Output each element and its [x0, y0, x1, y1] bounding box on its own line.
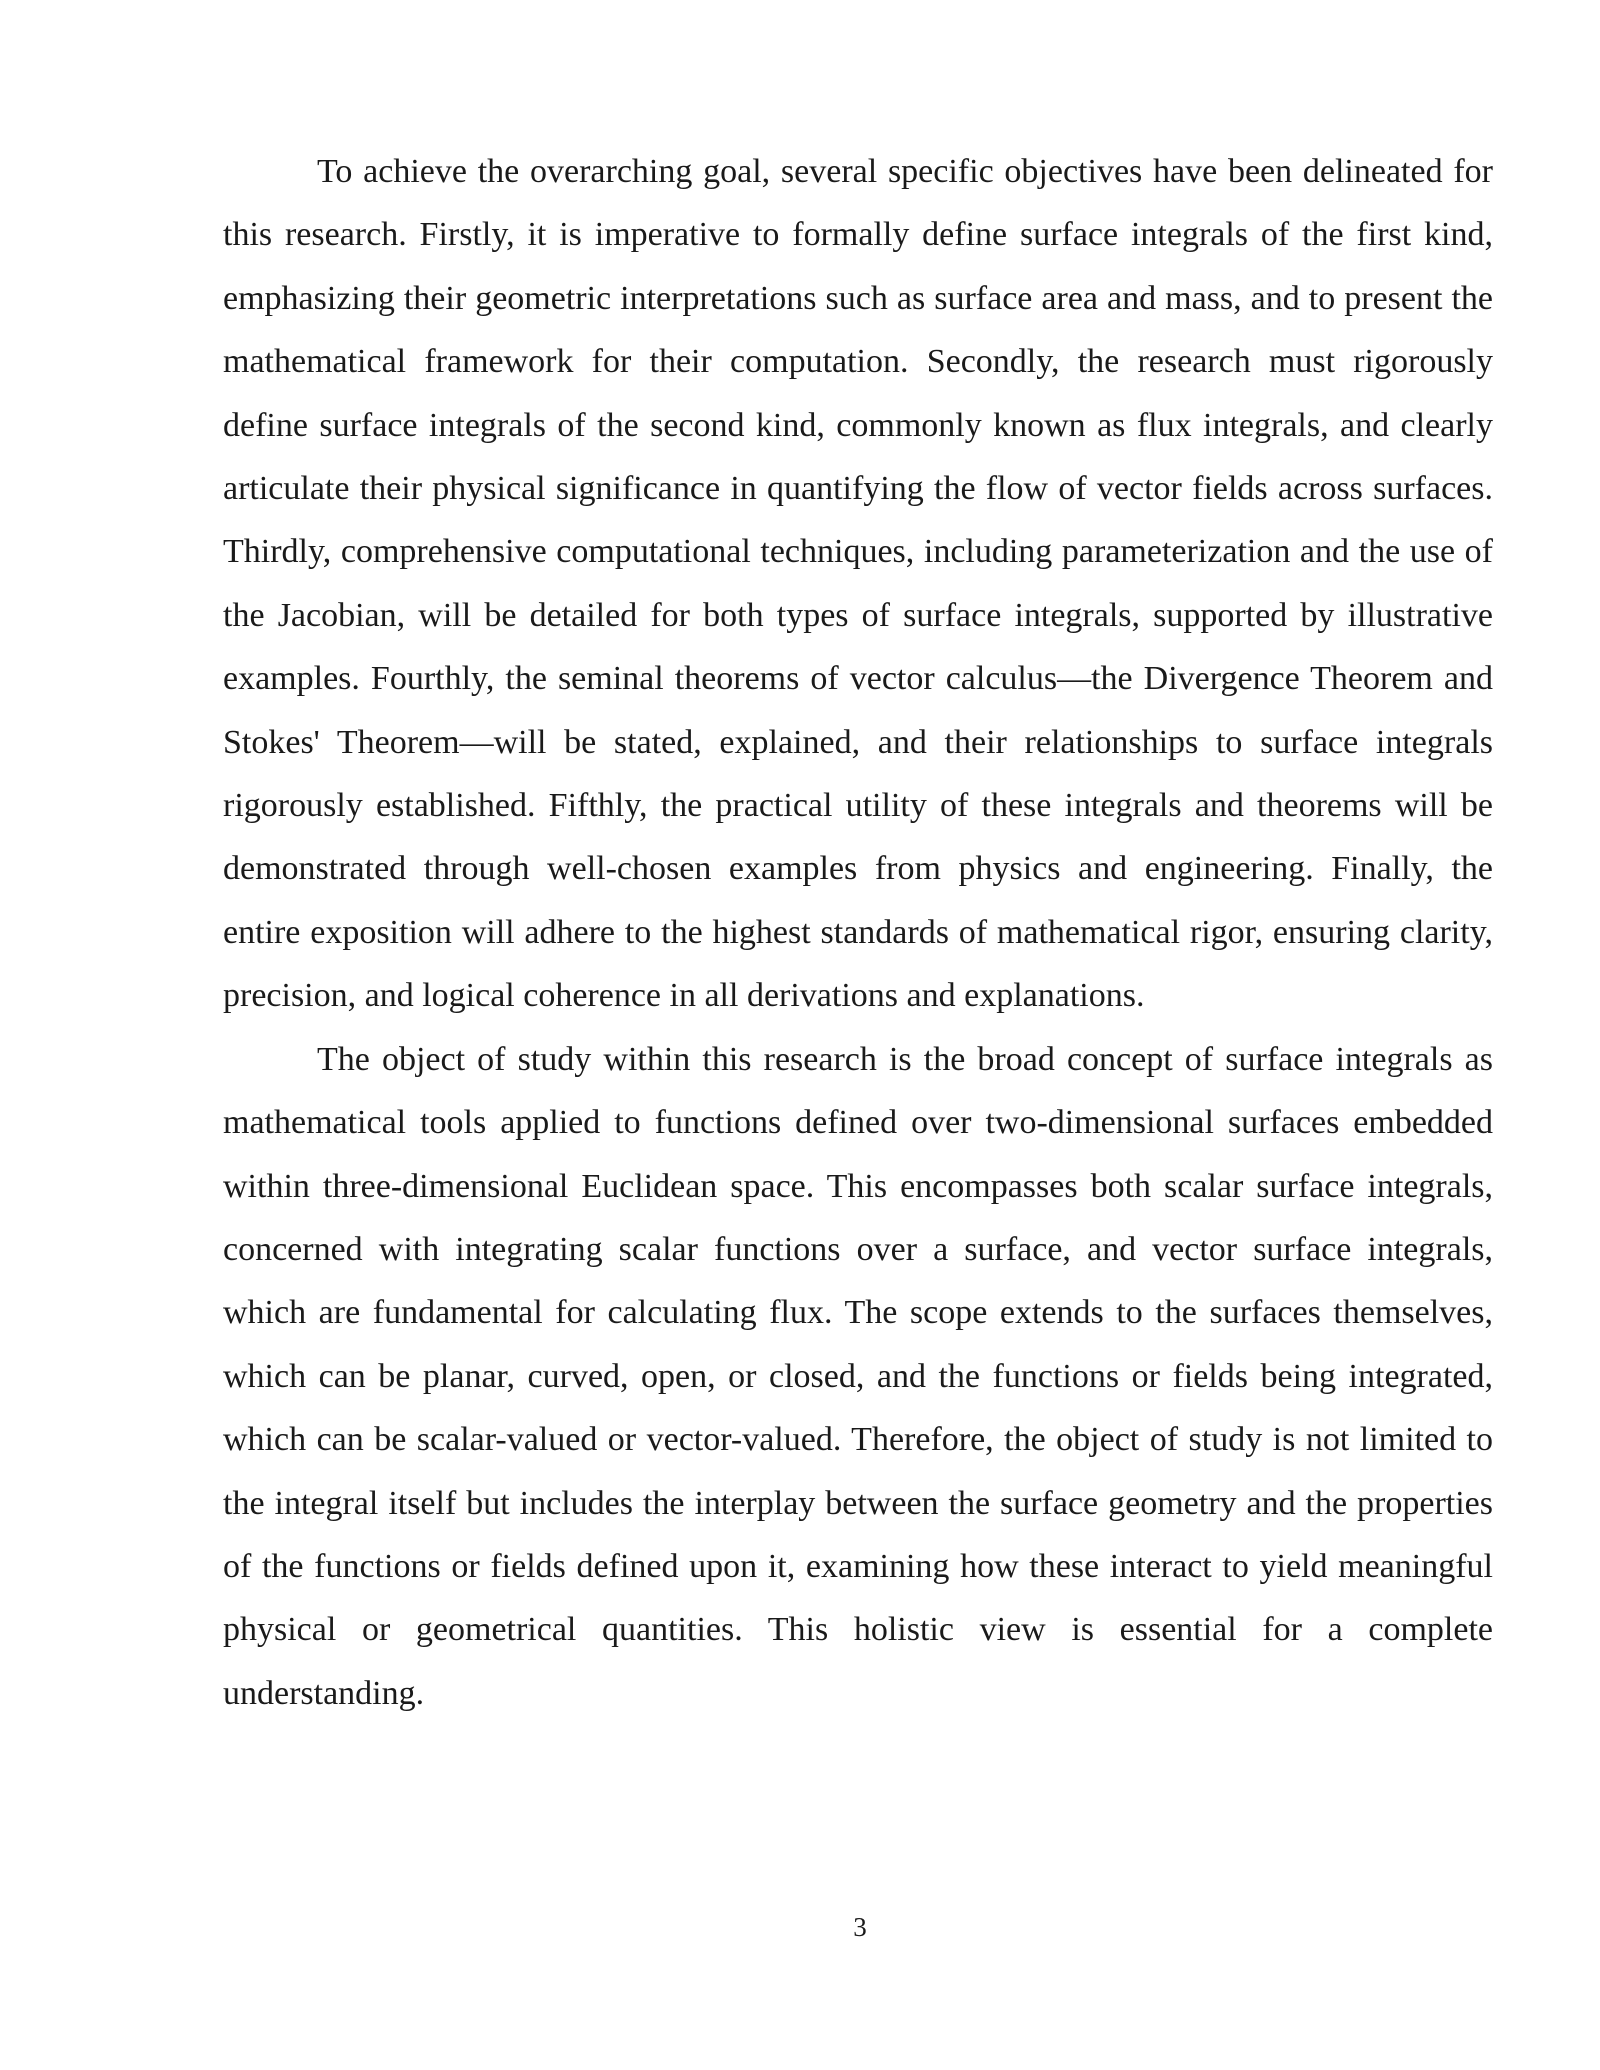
- paragraph-objectives: To achieve the overarching goal, several specific objectives have been delineated for this research. Firstly, it is imperative to formally define surface integrals of the first kind, emphasizing their geometric interpretations such as surface area and mass, and to present the mathematical framework for their computation. Secondly, the research must rigorously define surface integrals of the second kind, commonly known as flux integrals, and clearly articulate their physical significance in quantifying the flow of vector fields across surfaces. Thirdly, comprehensive computational techniques, including parameterization and the use of the Jacobian, will be detailed for both types of surface integrals, supported by illustrative examples. Fourthly, the seminal theorems of vector calculus—the Divergence Theorem and Stokes' Theorem—will be stated, explained, and their relationships to surface integrals rigorously established. Fifthly, the practical utility of these integrals and theorems will be demonstrated through well-chosen examples from physics and engineering. Finally, the entire exposition will adhere to the highest standards of mathematical rigor, ensuring clarity, precision, and logical coherence in all derivations and explanations.: [223, 153, 1493, 1015]
- body-text: [223, 140, 1493, 1725]
- page-number: 3: [853, 1912, 867, 1942]
- paragraph-object-of-study: The object of study within this research is the broad concept of surface integrals as mathematical tools applied to functions defined over two-dimensional surfaces embedded within three-dimensional Euclidean space. This encompasses both scalar surface integrals, concerned with integrating scalar functions over a surface, and vector surface integrals, which are fundamental for calculating flux. The scope extends to the surfaces themselves, which can be planar, curved, open, or closed, and the functions or fields being integrated, which can be scalar-valued or vector-valued. Therefore, the object of study is not limited to the integral itself but includes the interplay between the surface geometry and the properties of the functions or fields defined upon it, examining how these interact to yield meaningful physical or geometrical quantities. This holistic view is essential for a complete understanding.: [223, 1040, 1493, 1712]
